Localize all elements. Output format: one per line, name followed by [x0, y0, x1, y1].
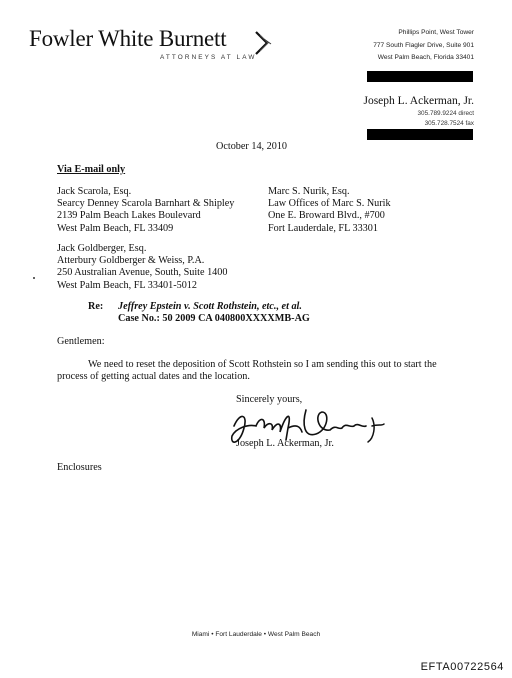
scan-speck: [33, 277, 35, 279]
recipient-line: Marc S. Nurik, Esq.: [268, 186, 350, 197]
recipient-line: 250 Australian Avenue, South, Suite 1400: [57, 267, 228, 279]
address-line-2: 777 South Flagler Drive, Suite 901: [373, 42, 474, 49]
body-line-1: We need to reset the deposition of Scott Rothstein so I am sending this out to start the: [88, 359, 437, 370]
recipient-line: Fort Lauderdale, FL 33301: [268, 222, 378, 234]
recipient-line: 2139 Palm Beach Lakes Boulevard: [57, 210, 201, 222]
firm-name: Fowler White Burnett: [29, 26, 227, 51]
salutation: Gentlemen:: [57, 336, 105, 347]
recipient-line: West Palm Beach, FL 33409: [57, 222, 174, 234]
firm-subtitle: ATTORNEYS AT LAW: [160, 54, 257, 61]
sender-direct-phone: 305.789.9224 direct: [417, 110, 474, 117]
re-case-number: Case No.: 50 2009 CA 040800XXXXMB-AG: [118, 313, 310, 325]
bates-number: EFTA00722564: [420, 661, 504, 673]
letter-date: October 14, 2010: [216, 141, 288, 152]
recipient-line: One E. Broward Blvd., #700: [268, 210, 385, 222]
sender-name: Joseph L. Ackerman, Jr.: [363, 95, 474, 107]
re-label: Re:: [88, 301, 104, 312]
recipient-line: Jack Scarola, Esq.: [57, 186, 132, 197]
body-line-2: process of getting actual dates and the location.: [57, 371, 250, 382]
recipient-line: Atterbury Goldberger & Weiss, P.A.: [57, 255, 205, 267]
address-line-3: West Palm Beach, Florida 33401: [377, 54, 474, 61]
address-line-1: Phillips Point, West Tower: [398, 29, 474, 36]
recipient-line: Searcy Denney Scarola Barnhart & Shipley: [57, 198, 235, 210]
sender-fax: 305.728.7524 fax: [424, 120, 474, 127]
recipient-line: Law Offices of Marc S. Nurik: [268, 198, 391, 210]
recipient-block-scarola: [57, 186, 234, 235]
footer-offices: Miami • Fort Lauderdale • West Palm Beach: [191, 631, 321, 638]
re-case-title: Jeffrey Epstein v. Scott Rothstein, etc., et al.: [118, 301, 302, 312]
enclosures: Enclosures: [57, 462, 102, 473]
recipient-line: Jack Goldberger, Esq.: [57, 243, 147, 254]
recipient-line: West Palm Beach, FL 33401-5012: [57, 279, 197, 291]
recipient-block-goldberger: [57, 243, 227, 292]
redaction-bar: [367, 71, 473, 82]
redaction-bar: [367, 129, 473, 140]
re-subject: [118, 301, 310, 325]
recipient-block-nurik: [268, 186, 391, 235]
closing: Sincerely yours,: [236, 394, 303, 405]
firm-logo-mark: [254, 30, 274, 56]
signature-name: Joseph L. Ackerman, Jr.: [236, 438, 334, 449]
delivery-method: Via E-mail only: [57, 164, 126, 175]
